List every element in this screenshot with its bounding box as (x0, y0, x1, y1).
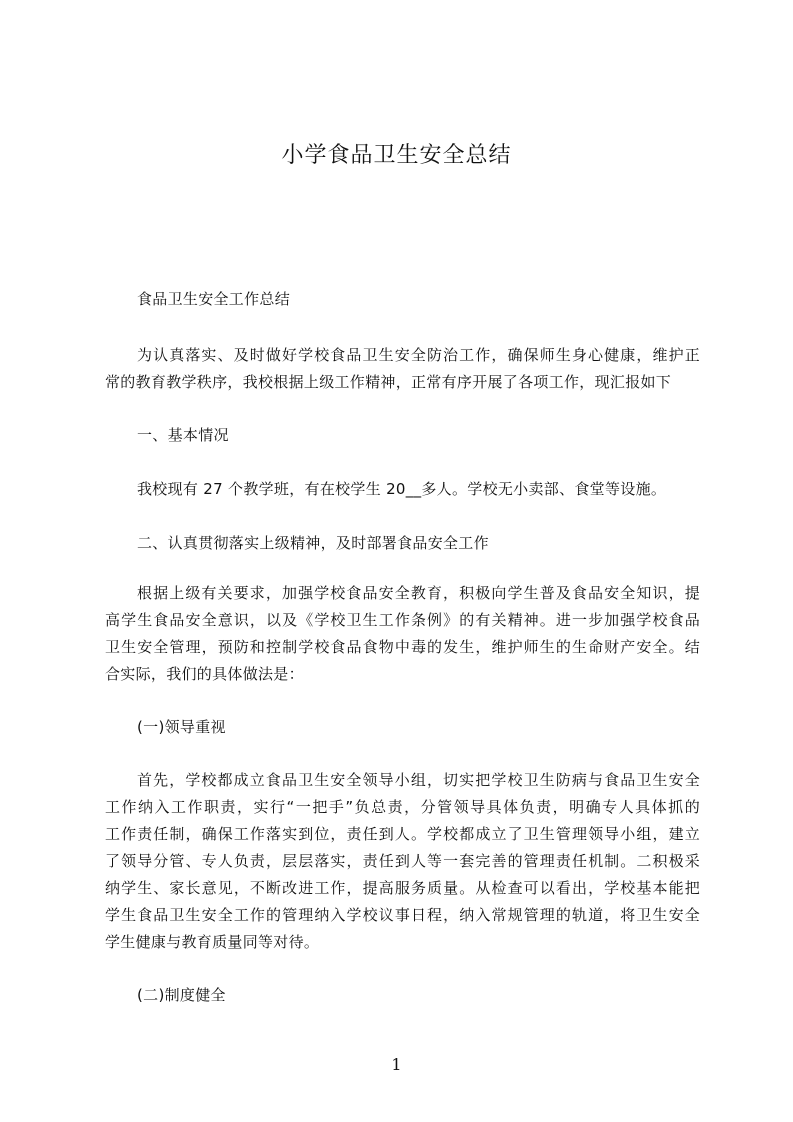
subsection-heading: (一)领导重视 (137, 718, 226, 736)
paragraph-line: 合实际，我们的具体做法是： (105, 665, 304, 683)
document-subtitle: 食品卫生安全工作总结 (137, 290, 291, 308)
paragraph-line: 纳学生、家长意见，不断改进工作，提高服务质量。从检查可以看出，学校基本能把 (105, 879, 700, 897)
paragraph-line: 常的教育教学秩序，我校根据上级工作精神，正常有序开展了各项工作，现汇报如下 (105, 373, 672, 391)
paragraph-line: 高学生食品安全意识，以及《学校卫生工作条例》的有关精神。进一步加强学校食品 (105, 611, 700, 629)
paragraph-line: 工作纳入工作职责，实行“一把手”负总责，分管领导具体负责，明确专人具体抓的 (105, 798, 700, 816)
document-title: 小学食品卫生安全总结 (281, 143, 512, 168)
paragraph-line: 卫生安全管理，预防和控制学校食品食物中毒的发生，维护师生的生命财产安全。结 (105, 638, 700, 656)
paragraph-line: 工作责任制，确保工作落实到位，责任到人。学校都成立了卫生管理领导小组，建立 (105, 825, 700, 843)
section-heading: 二、认真贯彻落实上级精神，及时部署食品安全工作 (137, 534, 489, 552)
paragraph-line: 为认真落实、及时做好学校食品卫生安全防治工作，确保师生身心健康，维护正 (137, 346, 700, 364)
paragraph-line: 学生健康与教育质量同等对待。 (105, 933, 320, 951)
section-heading: 一、基本情况 (137, 426, 229, 444)
paragraph-line: 根据上级有关要求，加强学校食品安全教育，积极向学生普及食品安全知识，提 (137, 584, 700, 602)
paragraph-line: 学生食品卫生安全工作的管理纳入学校议事日程，纳入常规管理的轨道，将卫生安全 (105, 906, 700, 924)
subsection-heading: (二)制度健全 (137, 986, 226, 1004)
paragraph-line: 首先，学校都成立食品卫生安全领导小组，切实把学校卫生防病与食品卫生安全 (137, 771, 700, 789)
paragraph-line: 我校现有 27 个教学班，有在校学生 20__多人。学校无小卖部、食堂等设施。 (137, 480, 667, 498)
paragraph-line: 了领导分管、专人负责，层层落实，责任到人等一套完善的管理责任机制。二积极采 (105, 852, 700, 870)
page-number: 1 (391, 1055, 402, 1074)
